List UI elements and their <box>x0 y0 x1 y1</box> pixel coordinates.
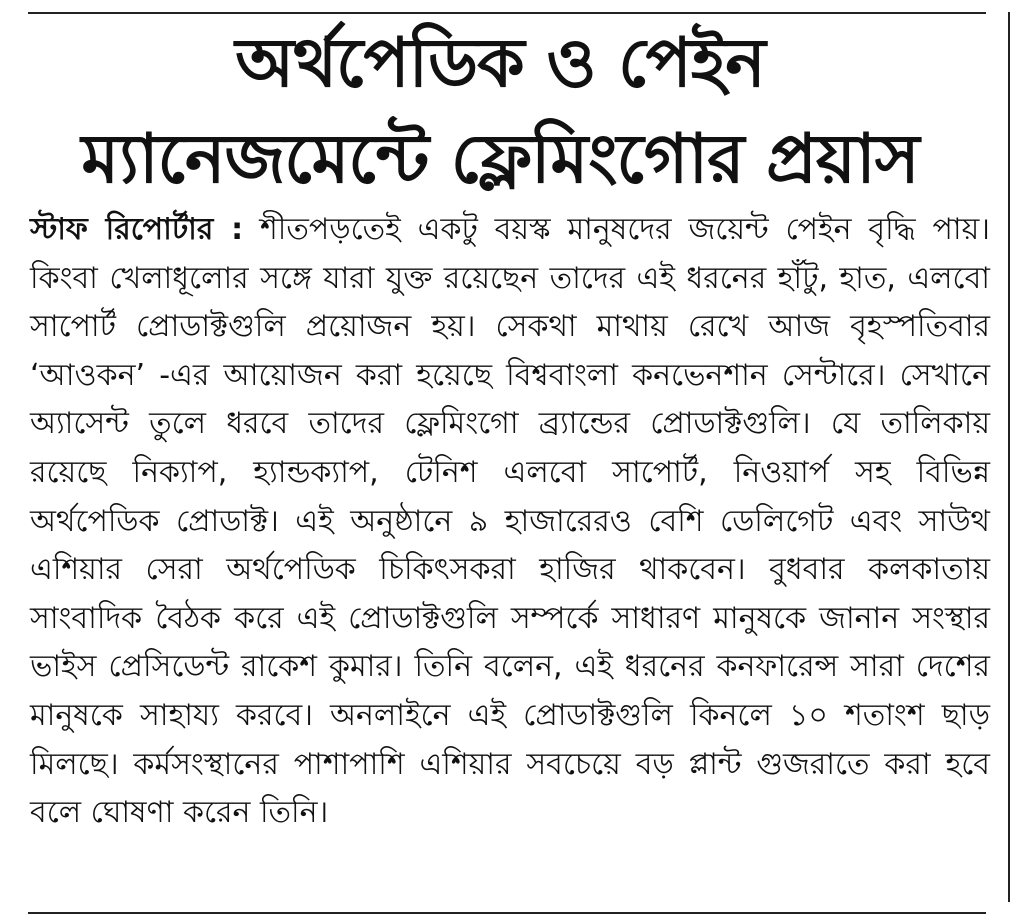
headline-line-2: ম্যানেজমেন্টে ফ্লেমিংগোর প্রয়াস <box>81 120 919 199</box>
byline: স্টাফ রিপোর্টার : <box>30 212 244 247</box>
headline-line-1: অর্থপেডিক ও পেইন <box>235 24 765 103</box>
article-body <box>30 206 990 838</box>
bottom-rule <box>28 912 986 914</box>
headline <box>0 16 1000 208</box>
top-rule <box>28 12 986 14</box>
article-text: শীতপড়তেই একটু বয়স্ক মানুষদের জয়েন্ট পেইন বৃদ্ধি পায়। কিংবা খেলাধূলোর সঙ্গে যারা যুক্ত রয়েছেন তাদের এই ধরনের হাঁটু, হাত, এলবো সাপোর্ট প্রোডাক্টগুলি প্রয়োজন হয়। সেকথা মাথায় রেখে আজ বৃহস্পতিবার ‘আওকন’ -এর আয়োজন করা হয়েছে বিশ্ববাংলা কনভেনশান সেন্টারে। সেখানে অ্যাসেন্ট তুলে ধরবে তাদের ফ্লেমিংগো ব্র্যান্ডের প্রোডাক্টগুলি। যে তালিকায় রয়েছে নিক্যাপ, হ্যান্ডক্যাপ, টেনিশ এলবো সাপোর্ট, নিওয়ার্প সহ বিভিন্ন অর্থপেডিক প্রোডাক্ট। এই অনুষ্ঠানে ৯ হাজারেরও বেশি ডেলিগেট এবং সাউথ এশিয়ার সেরা অর্থপেডিক চিকিৎসকরা হাজির থাকবেন। বুধবার কলকাতায় সাংবাদিক বৈঠক করে এই প্রোডাক্টগুলি সম্পর্কে সাধারণ মানুষকে জানান সংস্থার ভাইস প্রেসিডেন্ট রাকেশ কুমার। তিনি বলেন, এই ধরনের কনফারেন্স সারা দেশের মানুষকে সাহায্য করবে। অনলাইনে এই প্রোডাক্টগুলি কিনলে ১০ শতাংশ ছাড় মিলছে। কর্মসংস্থানের পাশাপাশি এশিয়ার সবচেয়ে বড় প্লান্ট গুজরাতে করা হবে বলে ঘোষণা করেন তিনি। <box>30 212 990 831</box>
column-rule <box>1008 12 1010 902</box>
